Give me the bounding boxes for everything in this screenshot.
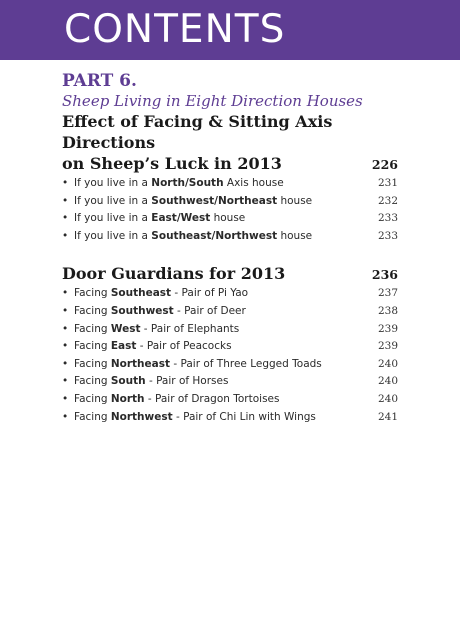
entry-direction: East <box>110 340 137 353</box>
bullet-icon: • <box>62 357 69 370</box>
section-heading[interactable] <box>62 263 398 285</box>
entry-suffix: - Pair of Three Legged Toads <box>170 357 322 370</box>
entry-text <box>62 210 245 228</box>
entry-suffix: house <box>277 229 313 242</box>
entry-direction: West <box>110 322 141 335</box>
toc-entry[interactable] <box>62 175 398 193</box>
entry-text <box>62 303 246 321</box>
entry-prefix: Facing <box>74 304 111 317</box>
entry-page-number: 233 <box>377 229 398 242</box>
toc-entry[interactable] <box>62 228 398 246</box>
entry-direction: North <box>110 392 145 405</box>
entry-page-number: 232 <box>377 194 398 207</box>
entry-prefix: Facing <box>74 287 111 300</box>
section-page-number: 226 <box>371 157 398 172</box>
bullet-icon: • <box>62 375 69 388</box>
entry-suffix: house <box>210 212 246 225</box>
toc-entry[interactable] <box>62 210 398 228</box>
header-banner <box>0 0 460 60</box>
toc-entry[interactable] <box>62 373 398 391</box>
bullet-icon: • <box>62 287 69 300</box>
entry-prefix: Facing <box>74 357 111 370</box>
entry-suffix: Axis house <box>223 177 284 189</box>
entry-direction: Northwest <box>110 410 173 423</box>
entry-direction: Southwest/Northeast <box>151 194 278 207</box>
entry-direction: East/West <box>151 212 211 225</box>
entry-page-number: 240 <box>377 357 398 370</box>
entry-prefix: Facing <box>74 410 111 423</box>
part-subtitle: Sheep Living in Eight Direction Houses <box>62 92 363 110</box>
entry-text <box>62 356 322 374</box>
entry-direction: North/South <box>151 177 224 189</box>
bullet-icon: • <box>62 212 69 225</box>
toc-entry[interactable] <box>62 409 398 427</box>
page-title: CONTENTS <box>64 7 286 52</box>
section-page-number: 236 <box>371 267 398 283</box>
bullet-icon: • <box>62 177 69 189</box>
entry-text <box>62 338 232 356</box>
toc-entry[interactable] <box>62 356 398 374</box>
entry-direction: Southeast/Northwest <box>151 229 278 242</box>
toc-entry[interactable] <box>62 285 398 303</box>
entry-text <box>62 193 312 211</box>
entry-text <box>62 285 248 303</box>
entry-suffix: - Pair of Peacocks <box>136 340 232 353</box>
entry-direction: Southeast <box>110 287 172 300</box>
entry-prefix: Facing <box>74 340 111 353</box>
toc-entry[interactable] <box>62 321 398 339</box>
entry-prefix: Facing <box>74 322 111 335</box>
entry-prefix: If you live in a <box>74 177 152 189</box>
bullet-icon: • <box>62 392 69 405</box>
entry-prefix: If you live in a <box>74 212 152 225</box>
part-label: PART 6. <box>62 71 137 91</box>
entry-text <box>62 228 312 246</box>
entry-direction: South <box>110 375 146 388</box>
entry-suffix: - Pair of Elephants <box>140 322 240 335</box>
bullet-icon: • <box>62 194 69 207</box>
toc-entry[interactable] <box>62 193 398 211</box>
toc-entry[interactable] <box>62 391 398 409</box>
entry-prefix: Facing <box>74 392 111 405</box>
entry-text <box>62 321 239 339</box>
entry-page-number: 239 <box>377 340 398 353</box>
bullet-icon: • <box>62 410 69 423</box>
entry-page-number: 237 <box>377 287 398 300</box>
entry-suffix: - Pair of Pi Yao <box>171 287 249 300</box>
entry-list <box>62 285 398 426</box>
bullet-icon: • <box>62 322 69 335</box>
entry-list <box>62 175 398 245</box>
section-title-line2: on Sheep’s Luck in 2013 <box>62 154 282 173</box>
entry-page-number: 240 <box>377 375 398 388</box>
entry-page-number: 238 <box>377 304 398 317</box>
section-title: Door Guardians for 2013 <box>62 264 286 284</box>
bullet-icon: • <box>62 304 69 317</box>
entry-suffix: house <box>277 194 313 207</box>
entry-page-number: 231 <box>377 177 398 189</box>
entry-suffix: - Pair of Horses <box>145 375 229 388</box>
entry-text <box>62 409 316 427</box>
entry-page-number: 239 <box>377 322 398 335</box>
bullet-icon: • <box>62 340 69 353</box>
entry-text <box>62 373 228 391</box>
entry-prefix: If you live in a <box>74 229 152 242</box>
entry-suffix: - Pair of Chi Lin with Wings <box>172 410 316 423</box>
bullet-icon: • <box>62 229 69 242</box>
entry-page-number: 233 <box>377 212 398 225</box>
entry-prefix: Facing <box>74 375 111 388</box>
entry-suffix: - Pair of Dragon Tortoises <box>144 392 280 405</box>
section-heading[interactable] <box>62 153 398 175</box>
entry-direction: Southwest <box>110 304 174 317</box>
entry-page-number: 240 <box>377 392 398 405</box>
entry-prefix: If you live in a <box>74 194 152 207</box>
entry-suffix: - Pair of Deer <box>173 304 246 317</box>
entry-text <box>62 391 279 409</box>
entry-text <box>62 175 284 193</box>
toc-content <box>62 70 398 426</box>
section-title-line1: Effect of Facing & Sitting Axis Directions <box>62 112 333 152</box>
toc-entry[interactable] <box>62 338 398 356</box>
entry-direction: Northeast <box>110 357 171 370</box>
toc-entry[interactable] <box>62 303 398 321</box>
entry-page-number: 241 <box>377 410 398 423</box>
